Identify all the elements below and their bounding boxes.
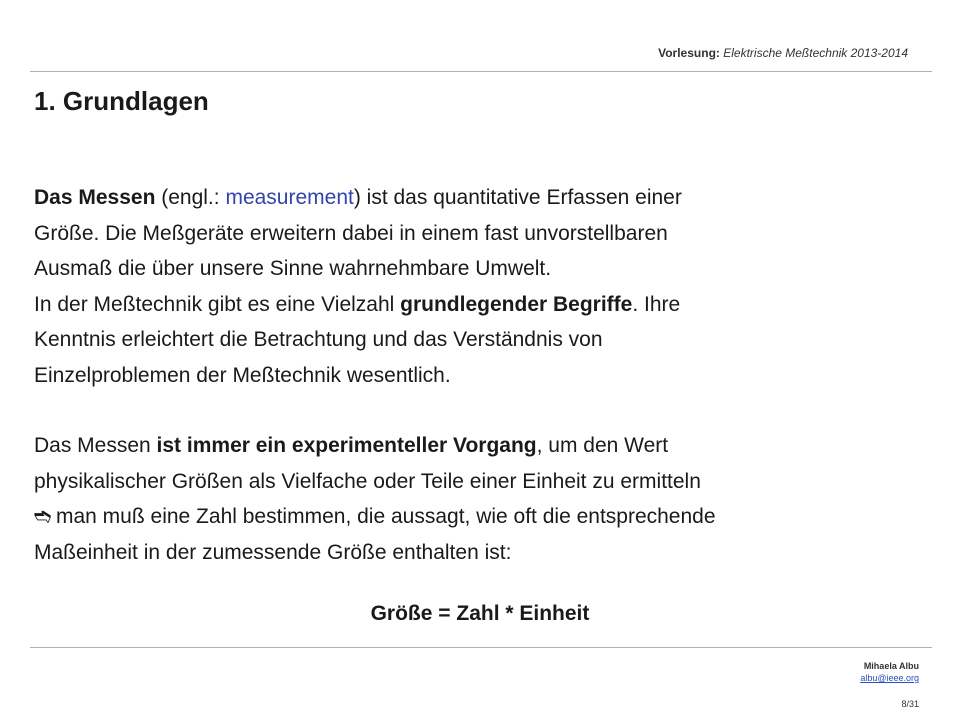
paragraph-2-line-2: Kenntnis erleichtert die Betrachtung und das Verständnis von xyxy=(34,328,603,351)
paragraph-1-rest: ) ist das quantitative Erfassen einer xyxy=(353,186,682,209)
slide-header xyxy=(658,46,908,60)
author-name: Mihaela Albu xyxy=(863,661,919,671)
paragraph-3-line-1 xyxy=(34,428,934,464)
term-das-messen: Das Messen xyxy=(34,186,156,209)
footer-divider xyxy=(30,647,932,648)
paragraph-1-line-2: Größe. Die Meßgeräte erweitern dabei in einem fast unvorstellbaren xyxy=(34,221,668,245)
paragraph-1-line-3: Ausmaß die über unsere Sinne wahrnehmbare Umwelt. xyxy=(34,257,552,280)
paragraph-3-line-3 xyxy=(34,499,934,535)
term-experimenteller-vorgang: ist immer ein experimenteller Vorgang xyxy=(156,434,537,457)
header-divider xyxy=(30,71,932,72)
engl-prefix: (engl.: xyxy=(155,186,226,209)
slide-body xyxy=(34,180,934,570)
formula: Größe = Zahl * Einheit xyxy=(370,602,590,625)
paragraph-2-post: . Ihre xyxy=(632,292,681,316)
term-grundlegender-begriffe: grundlegender Begriffe xyxy=(400,292,633,316)
author-email-link[interactable]: albu@ieee.org xyxy=(860,673,919,683)
engl-word: measurement xyxy=(225,186,354,209)
slide-title: 1. Grundlagen xyxy=(34,86,209,116)
paragraph-2-pre: In der Meßtechnik gibt es eine Vielzahl xyxy=(34,292,401,316)
paragraph-1-line-1 xyxy=(34,180,934,216)
course-name: Elektrische Meßtechnik 2013-2014 xyxy=(723,46,908,60)
paragraph-2-line-1 xyxy=(34,287,934,323)
paragraph-2-line-3: Einzelproblemen der Meßtechnik wesentlich. xyxy=(34,363,451,387)
paragraph-3-pre: Das Messen xyxy=(34,434,157,457)
paragraph-3-line-4: Maßeinheit in der zumessende Größe enthalten ist: xyxy=(34,540,512,564)
paragraph-3-line-3-text: man muß eine Zahl bestimmen, die aussagt, wie oft die entsprechende xyxy=(56,505,716,528)
course-label: Vorlesung: xyxy=(658,46,720,60)
paragraph-gap xyxy=(34,393,934,428)
paragraph-3-line-2: physikalischer Größen als Vielfache oder Teile einer Einheit zu ermitteln xyxy=(34,469,701,493)
page-number: 8/31 xyxy=(901,699,919,709)
paragraph-3-post: , um den Wert xyxy=(536,434,669,457)
arrow-icon: ➬ xyxy=(34,505,52,528)
